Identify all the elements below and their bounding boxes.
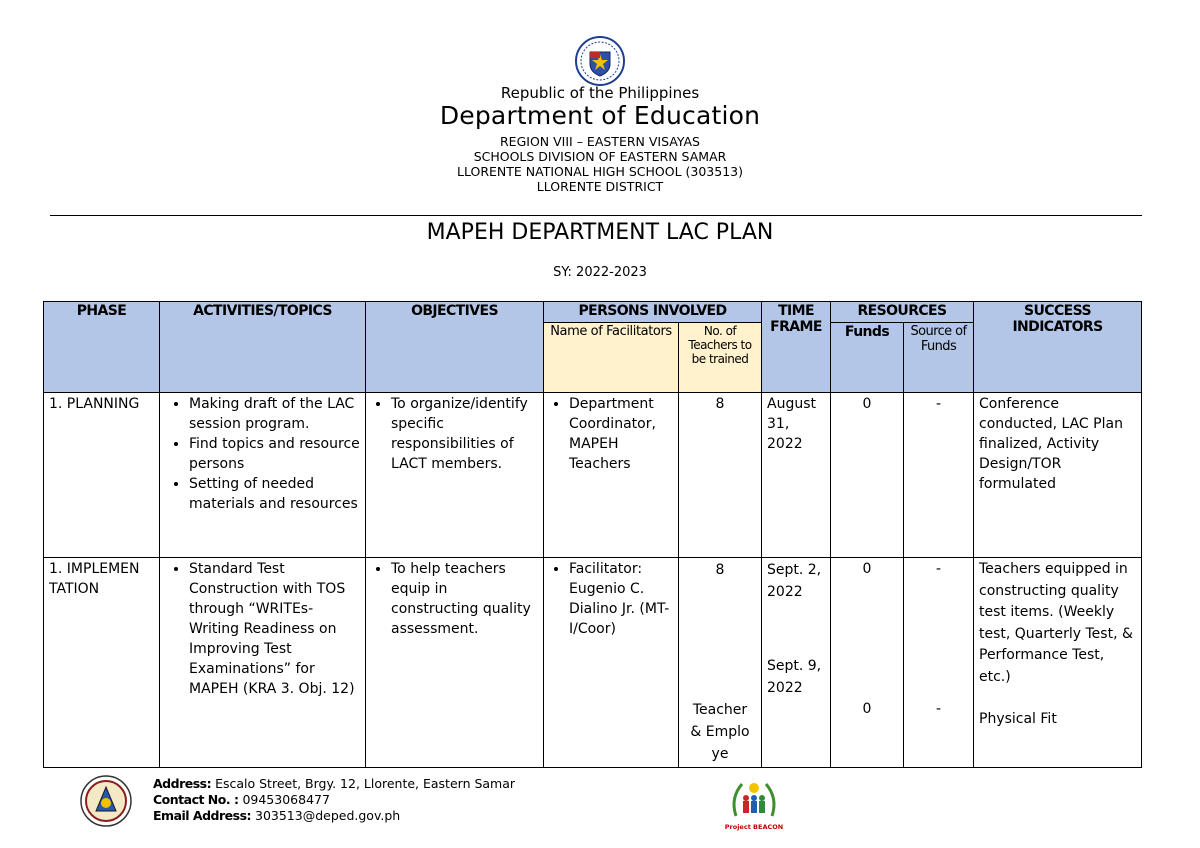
division-line: SCHOOLS DIVISION OF EASTERN SAMAR <box>473 149 727 164</box>
header-activities: ACTIVITIES/TOPICS <box>160 302 366 393</box>
header-objectives: OBJECTIVES <box>366 302 544 393</box>
list-item: • To help teachers equip in constructing quality assessment. <box>391 559 538 639</box>
address-label: Address: <box>153 776 212 791</box>
success-second: Physical Fit <box>979 711 1057 727</box>
success-cell: Conference conducted, LAC Plan finalized, Activity Design/TOR formulated <box>974 393 1142 558</box>
project-beacon-text: Project BEACON <box>724 823 784 831</box>
time-frame-cell <box>762 558 831 768</box>
source-cell: - <box>904 393 974 558</box>
time-frame-first: Sept. 2, 2022 <box>767 562 822 600</box>
time-frame-second: Sept. 9, 2022 <box>767 658 822 696</box>
deped-seal-logo <box>575 36 625 86</box>
address-value: Escalo Street, Brgy. 12, Llorente, Eastern Samar <box>215 776 516 791</box>
contact-value: 09453068477 <box>242 792 330 807</box>
header-divider <box>50 215 1142 216</box>
list-item: • Setting of needed materials and resources <box>189 474 360 514</box>
footer-contact <box>153 792 330 808</box>
success-cell <box>974 558 1142 768</box>
time-frame-cell: August 31, 2022 <box>762 393 831 558</box>
success-first: Teachers equipped in constructing quality test items. (Weekly test, Quarterly Test, & Performance Test, etc.) <box>979 561 1133 685</box>
source-first: - <box>935 561 942 577</box>
email-label: Email Address: <box>153 808 252 823</box>
activities-cell <box>160 558 366 768</box>
teachers-count-cell <box>679 558 762 768</box>
list-item: • Department Coordinator, MAPEH Teachers <box>569 394 673 474</box>
contact-label: Contact No. : <box>153 792 239 807</box>
header-source-of-funds: Source of Funds <box>904 323 974 393</box>
table-row <box>44 393 1142 558</box>
header-time-frame: TIME FRAME <box>762 302 831 393</box>
list-item: • Facilitator: Eugenio C. Dialino Jr. (MT-I/Coor) <box>569 559 673 639</box>
header-success-indicators: SUCCESS INDICATORS <box>974 302 1142 393</box>
header-funds: Funds <box>831 323 904 393</box>
facilitators-cell <box>544 393 679 558</box>
funds-cell: 0 <box>831 393 904 558</box>
teachers-count: 8 <box>715 562 725 578</box>
footer-email <box>153 808 400 824</box>
department-name: Department of Education <box>439 101 761 130</box>
objectives-cell <box>366 393 544 558</box>
source-cell <box>904 558 974 768</box>
funds-second: 0 <box>862 701 872 717</box>
header-phase: PHASE <box>44 302 160 393</box>
teachers-type: Teacher & Employe <box>690 702 750 762</box>
district-line: LLORENTE DISTRICT <box>536 179 664 194</box>
list-item: • Find topics and resource persons <box>189 434 360 474</box>
project-beacon-logo <box>720 776 788 832</box>
list-item: • To organize/identify specific responsibilities of LACT members. <box>391 394 538 474</box>
school-logo <box>80 775 132 827</box>
school-line: LLORENTE NATIONAL HIGH SCHOOL (303513) <box>457 164 743 179</box>
list-item: • Making draft of the LAC session program. <box>189 394 360 434</box>
teachers-count-cell: 8 <box>679 393 762 558</box>
header-resources: RESOURCES <box>831 302 974 323</box>
header-persons-involved: PERSONS INVOLVED <box>544 302 762 323</box>
activities-cell <box>160 393 366 558</box>
table-row <box>44 558 1142 768</box>
header-teachers-trained: No. of Teachers to be trained <box>679 323 762 393</box>
facilitators-cell <box>544 558 679 768</box>
phase-cell: 1. IMPLEMEN TATION <box>44 558 160 768</box>
footer-address <box>153 776 515 792</box>
lac-plan-table <box>43 301 1142 768</box>
source-second: - <box>935 701 942 717</box>
list-item: • Standard Test Construction with TOS through “WRITEs- Writing Readiness on Improving Test Examinations” for MAPEH (KRA 3. Obj. 12) <box>189 559 360 699</box>
republic-line: Republic of the Philippines <box>500 84 700 102</box>
objectives-cell <box>366 558 544 768</box>
region-line: REGION VIII – EASTERN VISAYAS <box>500 134 700 149</box>
funds-first: 0 <box>862 561 872 577</box>
header-facilitators: Name of Facilitators <box>544 323 679 393</box>
phase-cell: 1. PLANNING <box>44 393 160 558</box>
document-title: MAPEH DEPARTMENT LAC PLAN <box>426 220 774 245</box>
school-year: SY: 2022-2023 <box>553 265 647 280</box>
funds-cell <box>831 558 904 768</box>
email-value: 303513@deped.gov.ph <box>255 808 401 823</box>
